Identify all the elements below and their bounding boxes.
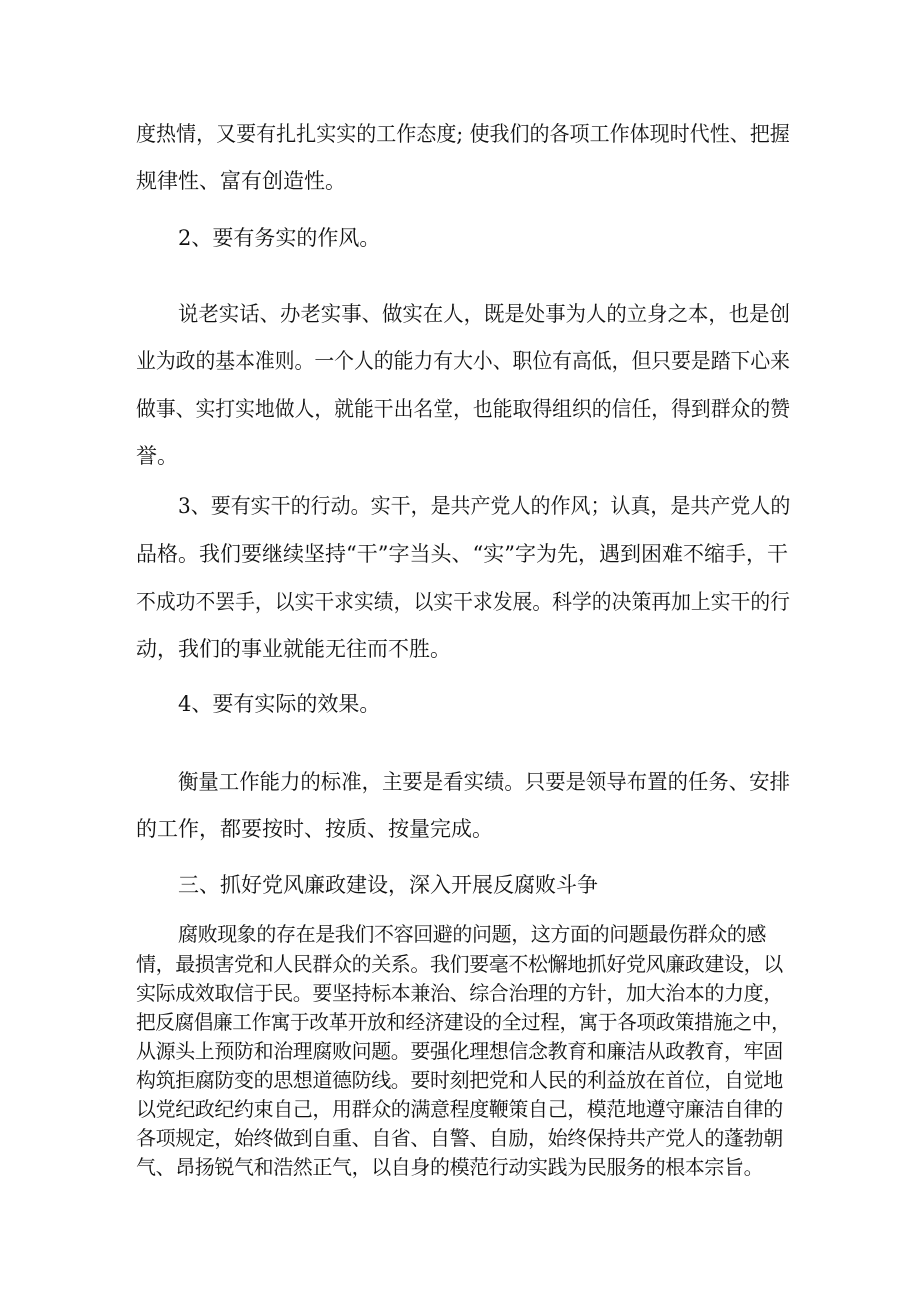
paragraph-section-3-line-2: 情，最损害党和人民群众的关系。我们要毫不松懈地抓好党风廉政建设，以	[136, 952, 783, 976]
paragraph-body-4-line-2: 的工作，都要按时、按质、按量完成。	[136, 817, 493, 841]
paragraph-section-3-line-5: 从源头上预防和治理腐败问题。要强化理想信念教育和廉洁从政教育，牢固	[136, 1039, 783, 1063]
paragraph-section-3-line-3: 实际成效取信于民。要坚持标本兼治、综合治理的方针，加大治本的力度，	[136, 981, 783, 1005]
paragraph-body-2-line-4: 誉。	[136, 444, 178, 468]
paragraph-body-2-line-1: 说老实话、办老实事、做实在人，既是处事为人的立身之本，也是创	[178, 302, 790, 326]
paragraph-section-3-line-1: 腐败现象的存在是我们不容回避的问题，这方面的问题最伤群众的感	[178, 922, 766, 946]
paragraph-intro-line-1: 度热情，又要有扎扎实实的工作态度; 使我们的各项工作体现时代性、把握	[136, 122, 790, 146]
heading-item-4: 4、要有实际的效果。	[178, 692, 381, 716]
paragraph-item-3-line-3: 不成功不罢手，以实干求实绩，以实干求发展。科学的决策再加上实干的行	[136, 590, 790, 614]
paragraph-body-4-line-1: 衡量工作能力的标准，主要是看实绩。只要是领导布置的任务、安排	[178, 770, 790, 794]
paragraph-item-3-line-2: 品格。我们要继续坚持“干”字当头、“实”字为先，遇到困难不缩手，干	[136, 542, 788, 566]
section-heading-3: 三、抓好党风廉政建设，深入开展反腐败斗争	[178, 873, 598, 897]
paragraph-body-2-line-3: 做事、实打实地做人，就能干出名堂，也能取得组织的信任，得到群众的赞	[136, 397, 790, 421]
paragraph-section-3-line-7: 以党纪政纪约束自己，用群众的满意程度鞭策自己，模范地遵守廉洁自律的	[136, 1097, 783, 1121]
paragraph-intro-line-2: 规律性、富有创造性。	[136, 169, 346, 193]
paragraph-item-3-line-1: 3、要有实干的行动。实干，是共产党人的作风；认真，是共产党人的	[178, 494, 791, 518]
paragraph-section-3-line-4: 把反腐倡廉工作寓于改革开放和经济建设的全过程，寓于各项政策措施之中，	[136, 1010, 791, 1034]
paragraph-section-3-line-8: 各项规定，始终做到自重、自省、自警、自励，始终保持共产党人的蓬勃朝	[136, 1126, 783, 1150]
paragraph-item-3-line-4: 动，我们的事业就能无往而不胜。	[136, 637, 451, 661]
paragraph-section-3-line-6: 构筑拒腐防变的思想道德防线。要时刻把党和人民的利益放在首位，自觉地	[136, 1068, 783, 1092]
paragraph-body-2-line-2: 业为政的基本准则。一个人的能力有大小、职位有高低，但只要是踏下心来	[136, 349, 790, 373]
heading-item-2: 2、要有务实的作风。	[178, 226, 381, 250]
paragraph-section-3-line-9: 气、昂扬锐气和浩然正气，以自身的模范行动实践为民服务的根本宗旨。	[136, 1155, 764, 1179]
